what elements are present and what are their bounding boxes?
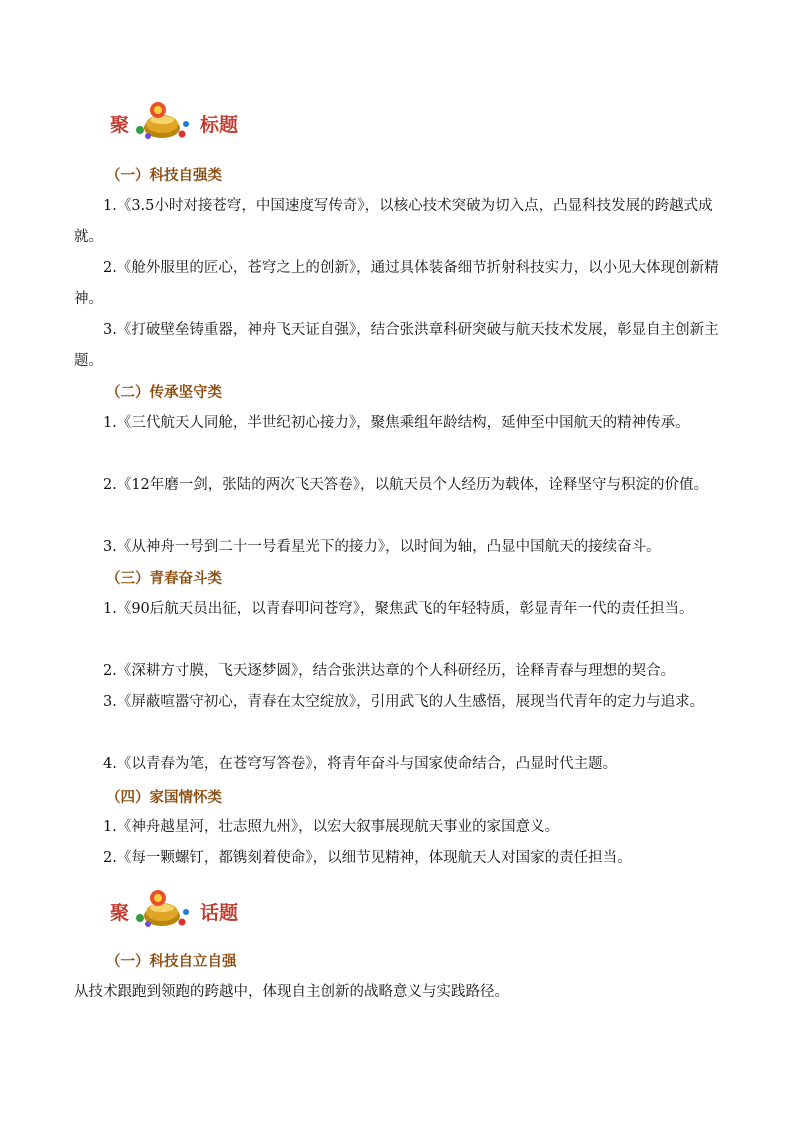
- list-item: 1.《3.5小时对接苍穹，中国速度写传奇》，以核心技术突破为切入点，凸显科技发展的跨越式成就。: [74, 198, 713, 245]
- section-title: 标题: [200, 114, 239, 136]
- category-heading: （一）科技自强类: [106, 168, 222, 184]
- list-item: 3.《从神舟一号到二十一号看星光下的接力》，以时间为轴，凸显中国航天的接续奋斗。: [103, 539, 661, 555]
- category-heading: （四）家国情怀类: [106, 790, 222, 806]
- treasure-pot-icon: [128, 98, 198, 140]
- section-marker: 聚: [110, 114, 130, 136]
- category-heading: （三）青春奋斗类: [106, 571, 222, 587]
- category-heading: （一）科技自立自强: [106, 954, 237, 970]
- list-item: 2.《深耕方寸膜，飞天逐梦圆》，结合张洪达章的个人科研经历，诠释青春与理想的契合。: [103, 663, 676, 679]
- list-item: 2.《每一颗螺钉，都镌刻着使命》，以细节见精神，体现航天人对国家的责任担当。: [103, 850, 632, 866]
- list-item: 3.《打破壁垒铸重器，神舟飞天证自强》，结合张洪章科研突破与航天技术发展，彰显自主创新主题。: [74, 322, 719, 369]
- category-heading: （二）传承坚守类: [106, 385, 222, 401]
- list-item: 2.《12年磨一剑，张陆的两次飞天答卷》，以航天员个人经历为载体，诠释坚守与积淀的价值。: [103, 477, 709, 493]
- list-item: 2.《舱外服里的匠心，苍穹之上的创新》，通过具体装备细节折射科技实力，以小见大体现创新精神。: [74, 260, 719, 307]
- list-item: 1.《90后航天员出征，以青春叩问苍穹》，聚焦武飞的年轻特质，彰显青年一代的责任担当。: [103, 601, 694, 617]
- treasure-pot-icon: [128, 886, 198, 928]
- section-marker: 聚: [110, 902, 130, 924]
- section-heading-topics: [106, 886, 346, 930]
- list-item: 1.《神舟越星河，壮志照九州》，以宏大叙事展现航天事业的家国意义。: [103, 819, 560, 835]
- list-item: 4.《以青春为笔，在苍穹写答卷》，将青年奋斗与国家使命结合，凸显时代主题。: [103, 756, 618, 772]
- section-heading-titles: [106, 98, 346, 142]
- list-item: 3.《屏蔽喧嚣守初心，青春在太空绽放》，引用武飞的人生感悟，展现当代青年的定力与追求。: [103, 694, 705, 710]
- list-item: 1.《三代航天人同舱，半世纪初心接力》，聚焦乘组年龄结构，延伸至中国航天的精神传承。: [103, 415, 690, 431]
- section-title: 话题: [200, 902, 239, 924]
- paragraph: 从技术跟跑到领跑的跨越中，体现自主创新的战略意义与实践路径。: [74, 984, 509, 1000]
